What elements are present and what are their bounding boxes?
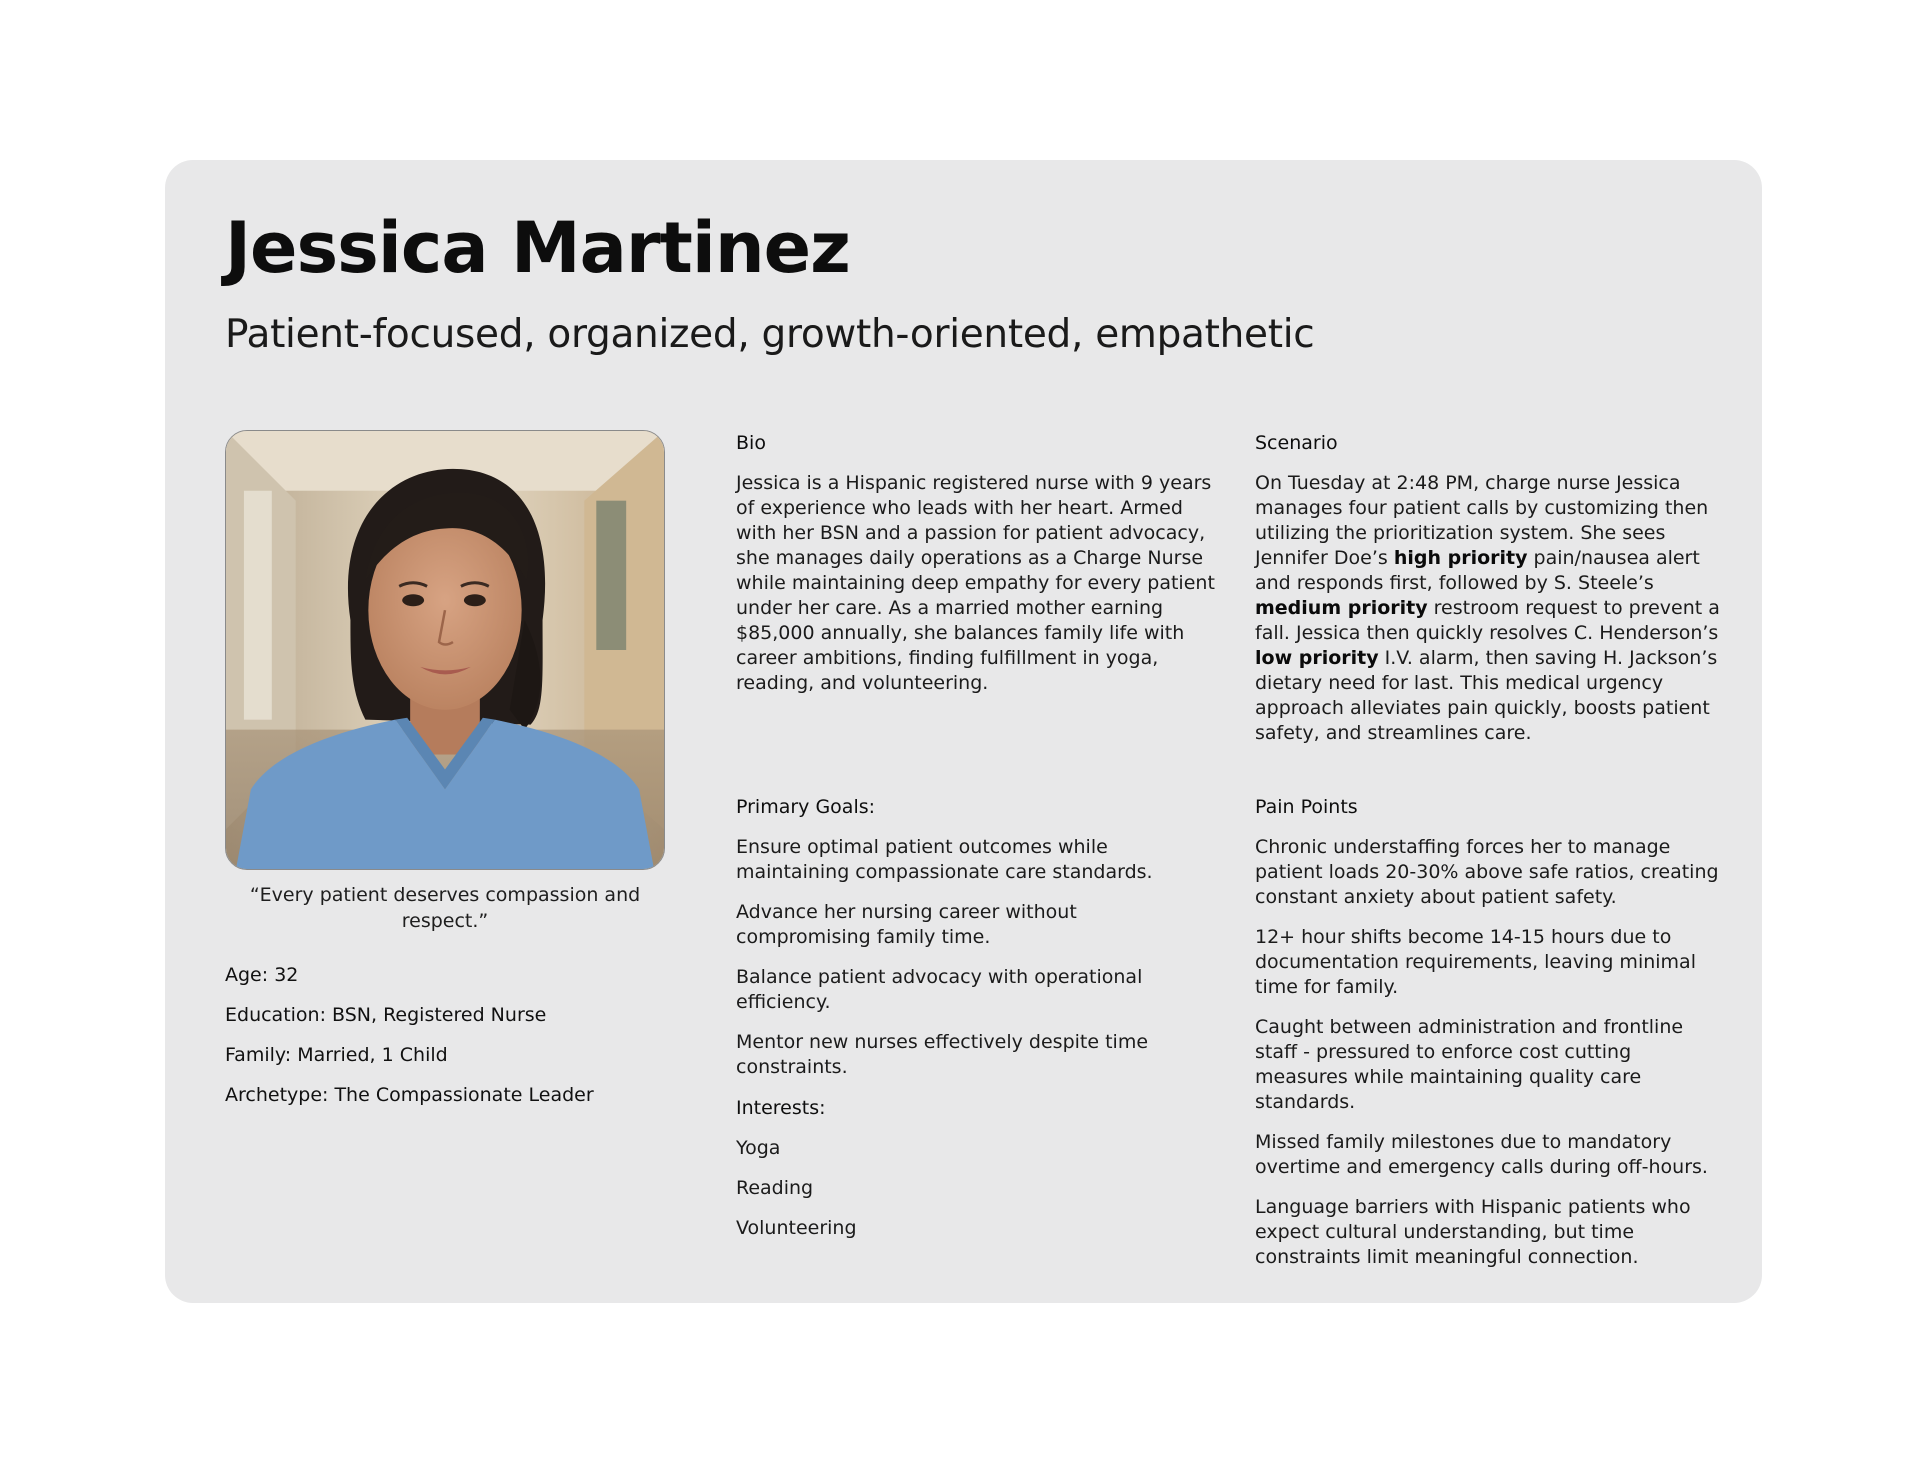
pain-point-item: Caught between administration and frontline staff - pressured to enforce cost cutting measures while maintaining quality care standards. xyxy=(1255,1016,1684,1113)
interest-item: Reading xyxy=(736,1177,814,1199)
goal-item: Balance patient advocacy with operational efficiency. xyxy=(736,966,1143,1013)
fact-family: Family: Married, 1 Child xyxy=(225,1044,448,1066)
scenario-heading: Scenario xyxy=(1255,432,1338,454)
pain-points-heading: Pain Points xyxy=(1255,796,1358,818)
bio-text: Jessica is a Hispanic registered nurse with 9 years of experience who leads with her heart. Armed with her BSN and a passion for patient advocacy, she manages daily operations as a Charge Nurse while maintaining deep empathy for every patient under her care. As a married mother earning $85,000 annually, she balances family life with career ambitions, finding fulfillment in yoga, reading, and volunteering. xyxy=(736,472,1215,694)
scenario-text: On Tuesday at 2:48 PM, charge nurse Jessica manages four patient calls by customizing then utilizing the prioritization system. She sees Jennifer Doe’s high priority pain/nausea alert and responds first, followed by S. Steele’s medium priority restroom request to prevent a fall. Jessica then quickly resolves C. Henderson’s low priority I.V. alarm, then saving H. Jackson’s dietary need for last. This medical urgency approach alleviates pain quickly, boosts patient safety, and streamlines care. xyxy=(1255,472,1720,744)
medium-priority-label: medium priority xyxy=(1255,597,1428,619)
fact-age: Age: 32 xyxy=(225,964,299,986)
fact-archetype: Archetype: The Compassionate Leader xyxy=(225,1084,594,1106)
pain-point-item: Chronic understaffing forces her to manage patient loads 20-30% above safe ratios, creating constant anxiety about patient safety. xyxy=(1255,836,1719,908)
interest-item: Volunteering xyxy=(736,1217,857,1239)
persona-card xyxy=(165,160,1762,1303)
goals-heading: Primary Goals: xyxy=(736,796,876,818)
scenario-section xyxy=(1255,430,1725,746)
goal-item: Mentor new nurses effectively despite time constraints. xyxy=(736,1031,1149,1078)
pain-point-item: 12+ hour shifts become 14-15 hours due to documentation requirements, leaving minimal time for family. xyxy=(1255,926,1696,998)
persona-quote: “Every patient deserves compassion and respect.” xyxy=(249,884,641,932)
pain-point-item: Missed family milestones due to mandatory overtime and emergency calls during off-hours. xyxy=(1255,1131,1708,1178)
low-priority-label: low priority xyxy=(1255,647,1379,669)
goal-item: Ensure optimal patient outcomes while maintaining compassionate care standards. xyxy=(736,836,1153,883)
high-priority-label: high priority xyxy=(1393,547,1528,569)
persona-name: Jessica Martinez xyxy=(225,207,850,289)
bio-section xyxy=(736,430,1216,696)
pain-point-item: Language barriers with Hispanic patients who expect cultural understanding, but time constraints limit meaningful connection. xyxy=(1255,1196,1691,1268)
goal-item: Advance her nursing career without compromising family time. xyxy=(736,901,1077,948)
persona-photo xyxy=(225,430,665,870)
interest-item: Yoga xyxy=(736,1137,781,1159)
goals-section xyxy=(736,794,1216,1256)
persona-facts xyxy=(225,962,594,1122)
fact-education: Education: BSN, Registered Nurse xyxy=(225,1004,547,1026)
bio-heading: Bio xyxy=(736,432,766,454)
interests-heading: Interests: xyxy=(736,1097,826,1119)
persona-tagline: Patient-focused, organized, growth-oriented, empathetic xyxy=(225,312,1315,357)
pain-points-section xyxy=(1255,794,1725,1285)
